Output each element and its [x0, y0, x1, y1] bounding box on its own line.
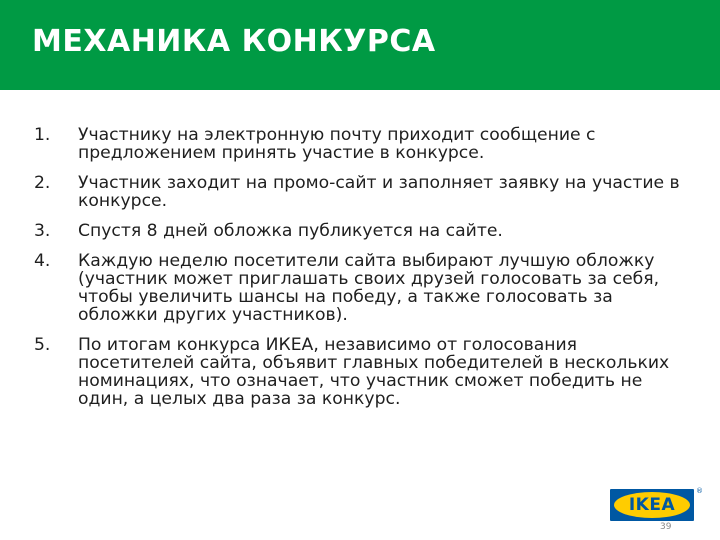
- list-item-text: Участник заходит на промо-сайт и заполняет заявку на участие в конкурсе.: [78, 173, 680, 211]
- list-item-number: 4.: [34, 251, 51, 271]
- ikea-logo: [610, 487, 703, 521]
- numbered-list: [34, 126, 694, 420]
- list-item: [34, 336, 694, 408]
- slide-header: [0, 0, 720, 90]
- slide-title: МЕХАНИКА КОНКУРСА: [32, 24, 436, 59]
- list-item-text: По итогам конкурса ИКЕА, независимо от голосования посетителей сайта, объявит главных победителей в нескольких номинациях, что означает, что участник сможет победить не один, а целых два раза за конкурс.: [78, 335, 670, 409]
- logo-text: IKEA: [628, 495, 676, 515]
- list-item: [34, 222, 694, 240]
- list-item-number: 1.: [34, 125, 51, 145]
- list-item-number: 5.: [34, 335, 51, 355]
- list-item: [34, 174, 694, 210]
- page-number: 39: [660, 522, 672, 532]
- registered-mark: ®: [696, 487, 703, 495]
- list-item-text: Спустя 8 дней обложка публикуется на сайте.: [78, 221, 503, 241]
- list-item-number: 3.: [34, 221, 51, 241]
- list-item: [34, 126, 694, 162]
- list-item-text: Каждую неделю посетители сайта выбирают лучшую обложку (участник может приглашать своих друзей голосовать за себя, чтобы увеличить шансы на победу, а также голосовать за обложки других участников).: [78, 251, 660, 325]
- list-item-number: 2.: [34, 173, 51, 193]
- list-item: [34, 252, 694, 324]
- list-item-text: Участнику на электронную почту приходит сообщение с предложением принять участие в конкурсе.: [78, 125, 596, 163]
